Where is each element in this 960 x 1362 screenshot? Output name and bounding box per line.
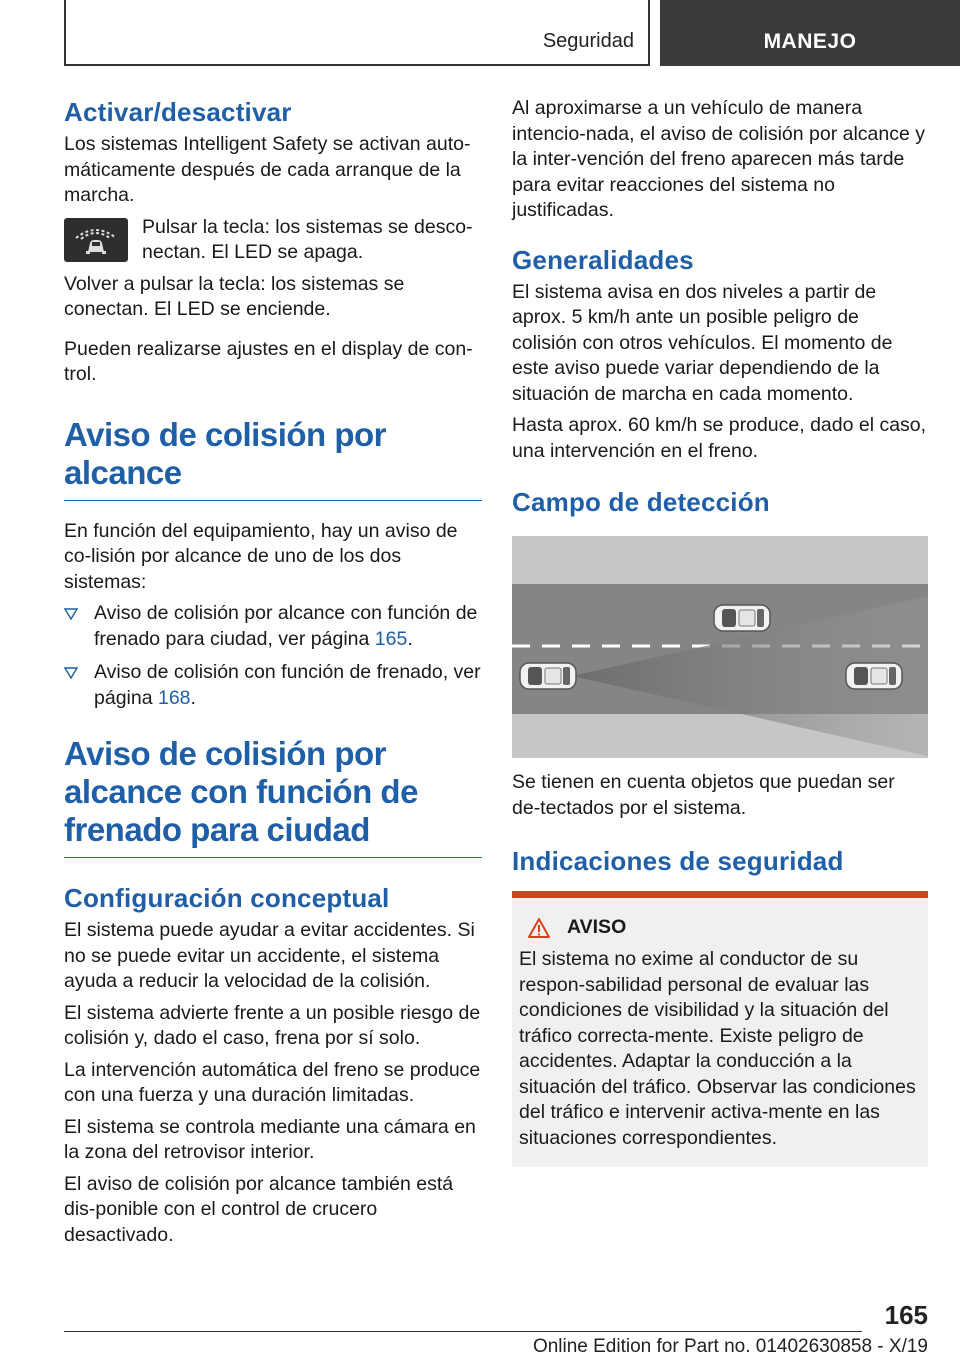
- para-aviso: En función del equipamiento, hay un aviso de co-lisión por alcance de uno de los dos sistemas:: [64, 519, 458, 593]
- header-section-title: Seguridad: [542, 30, 634, 52]
- para-config-5: El aviso de colisión por alcance también está dis-ponible con el control de crucero desactivado.: [64, 1172, 454, 1246]
- footer-divider: [64, 1331, 862, 1332]
- page-link-165[interactable]: 165: [374, 627, 408, 650]
- warning-box: [512, 891, 928, 1167]
- page-number: 165: [884, 1300, 928, 1330]
- left-column: [64, 96, 482, 1254]
- para-general-2: Hasta aprox. 60 km/h se produce, dado el caso, una intervención en el freno.: [512, 414, 927, 462]
- list-item: Aviso de colisión por alcance con función de frenado para ciudad, ver página 165.: [64, 601, 482, 652]
- list-item: Aviso de colisión con función de frenado, ver página 168.: [64, 660, 482, 711]
- para-general-1: El sistema avisa en dos niveles a partir de aprox. 5 km/h ante un posible peligro de colisión con otros vehículos. El momento de este aviso puede variar dependiendo de la situación de marcha en cada momento.: [512, 280, 893, 405]
- right-column: [512, 96, 928, 1167]
- para-config-1: El sistema puede ayudar a evitar accidentes. Si no se puede evitar un accidente, el sistema ayuda a reducir la velocidad de la colisión.: [64, 919, 475, 992]
- para-activar-3: Pueden realizarse ajustes en el display de con-trol.: [64, 337, 473, 385]
- intelligent-safety-button-icon: [64, 218, 128, 262]
- header-chapter-title: MANEJO: [763, 30, 857, 53]
- heading-activar: Activar/desactivar: [64, 97, 292, 127]
- heading-aviso-alcance: Aviso de colisión por alcance: [64, 416, 482, 501]
- button-instruction: [64, 215, 482, 266]
- page-link-168[interactable]: 168: [157, 686, 191, 709]
- triangle-bullet-icon: [64, 607, 78, 621]
- para-intro: Al aproximarse a un vehículo de manera intencio-nada, el aviso de colisión por alcance y la inter-vención del freno aparecen más tarde para evitar reacciones del sistema no justificadas.: [512, 97, 925, 221]
- heading-configuracion: Configuración conceptual: [64, 883, 390, 913]
- triangle-bullet-icon: [64, 666, 78, 680]
- heading-aviso-ciudad: Aviso de colisión por alcance con función de frenado para ciudad: [64, 735, 482, 858]
- footer-edition: Online Edition for Part no. 01402630858 - X/19: [532, 1336, 928, 1357]
- heading-generalidades: Generalidades: [512, 244, 694, 275]
- para-config-4: El sistema se controla mediante una cámara en la zona del retrovisor interior.: [64, 1115, 476, 1163]
- para-activar-2: Volver a pulsar la tecla: los sistemas se conectan. El LED se enciende.: [64, 272, 405, 320]
- warning-text: El sistema no exime al conductor de su respon-sabilidad personal de evaluar las condiciones de visibilidad y la situación del tráfico correcta-mente. Existe peligro de accidentes. Adaptar la conducción a la situación del tráfico. Observar las condiciones del tráfico e intervenir activa-mente en las situaciones correspondientes.: [519, 948, 916, 1149]
- warning-header: [519, 916, 920, 939]
- warning-triangle-icon: [527, 917, 551, 939]
- system-list: [64, 601, 482, 711]
- para-config-2: El sistema advierte frente a un posible riesgo de colisión y, dado el caso, frena por sí solo.: [64, 1001, 481, 1049]
- para-activar-1: Los sistemas Intelligent Safety se activan auto-máticamente después de cada arranque de la marcha.: [64, 133, 471, 206]
- heading-indicaciones: Indicaciones de seguridad: [512, 846, 844, 876]
- heading-campo: Campo de detección: [512, 487, 770, 517]
- warning-title: AVISO: [567, 916, 627, 938]
- header-section-box: [64, 0, 650, 66]
- para-campo: Se tienen en cuenta objetos que puedan ser de-tectados por el sistema.: [512, 771, 895, 819]
- page-header: [0, 0, 960, 66]
- detection-field-diagram: [512, 536, 928, 758]
- para-config-3: La intervención automática del freno se produce con una fuerza y una duración limitadas.: [64, 1058, 481, 1106]
- para-button: Pulsar la tecla: los sistemas se desco-nectan. El LED se apaga.: [142, 215, 473, 263]
- header-chapter-tab: [660, 0, 960, 66]
